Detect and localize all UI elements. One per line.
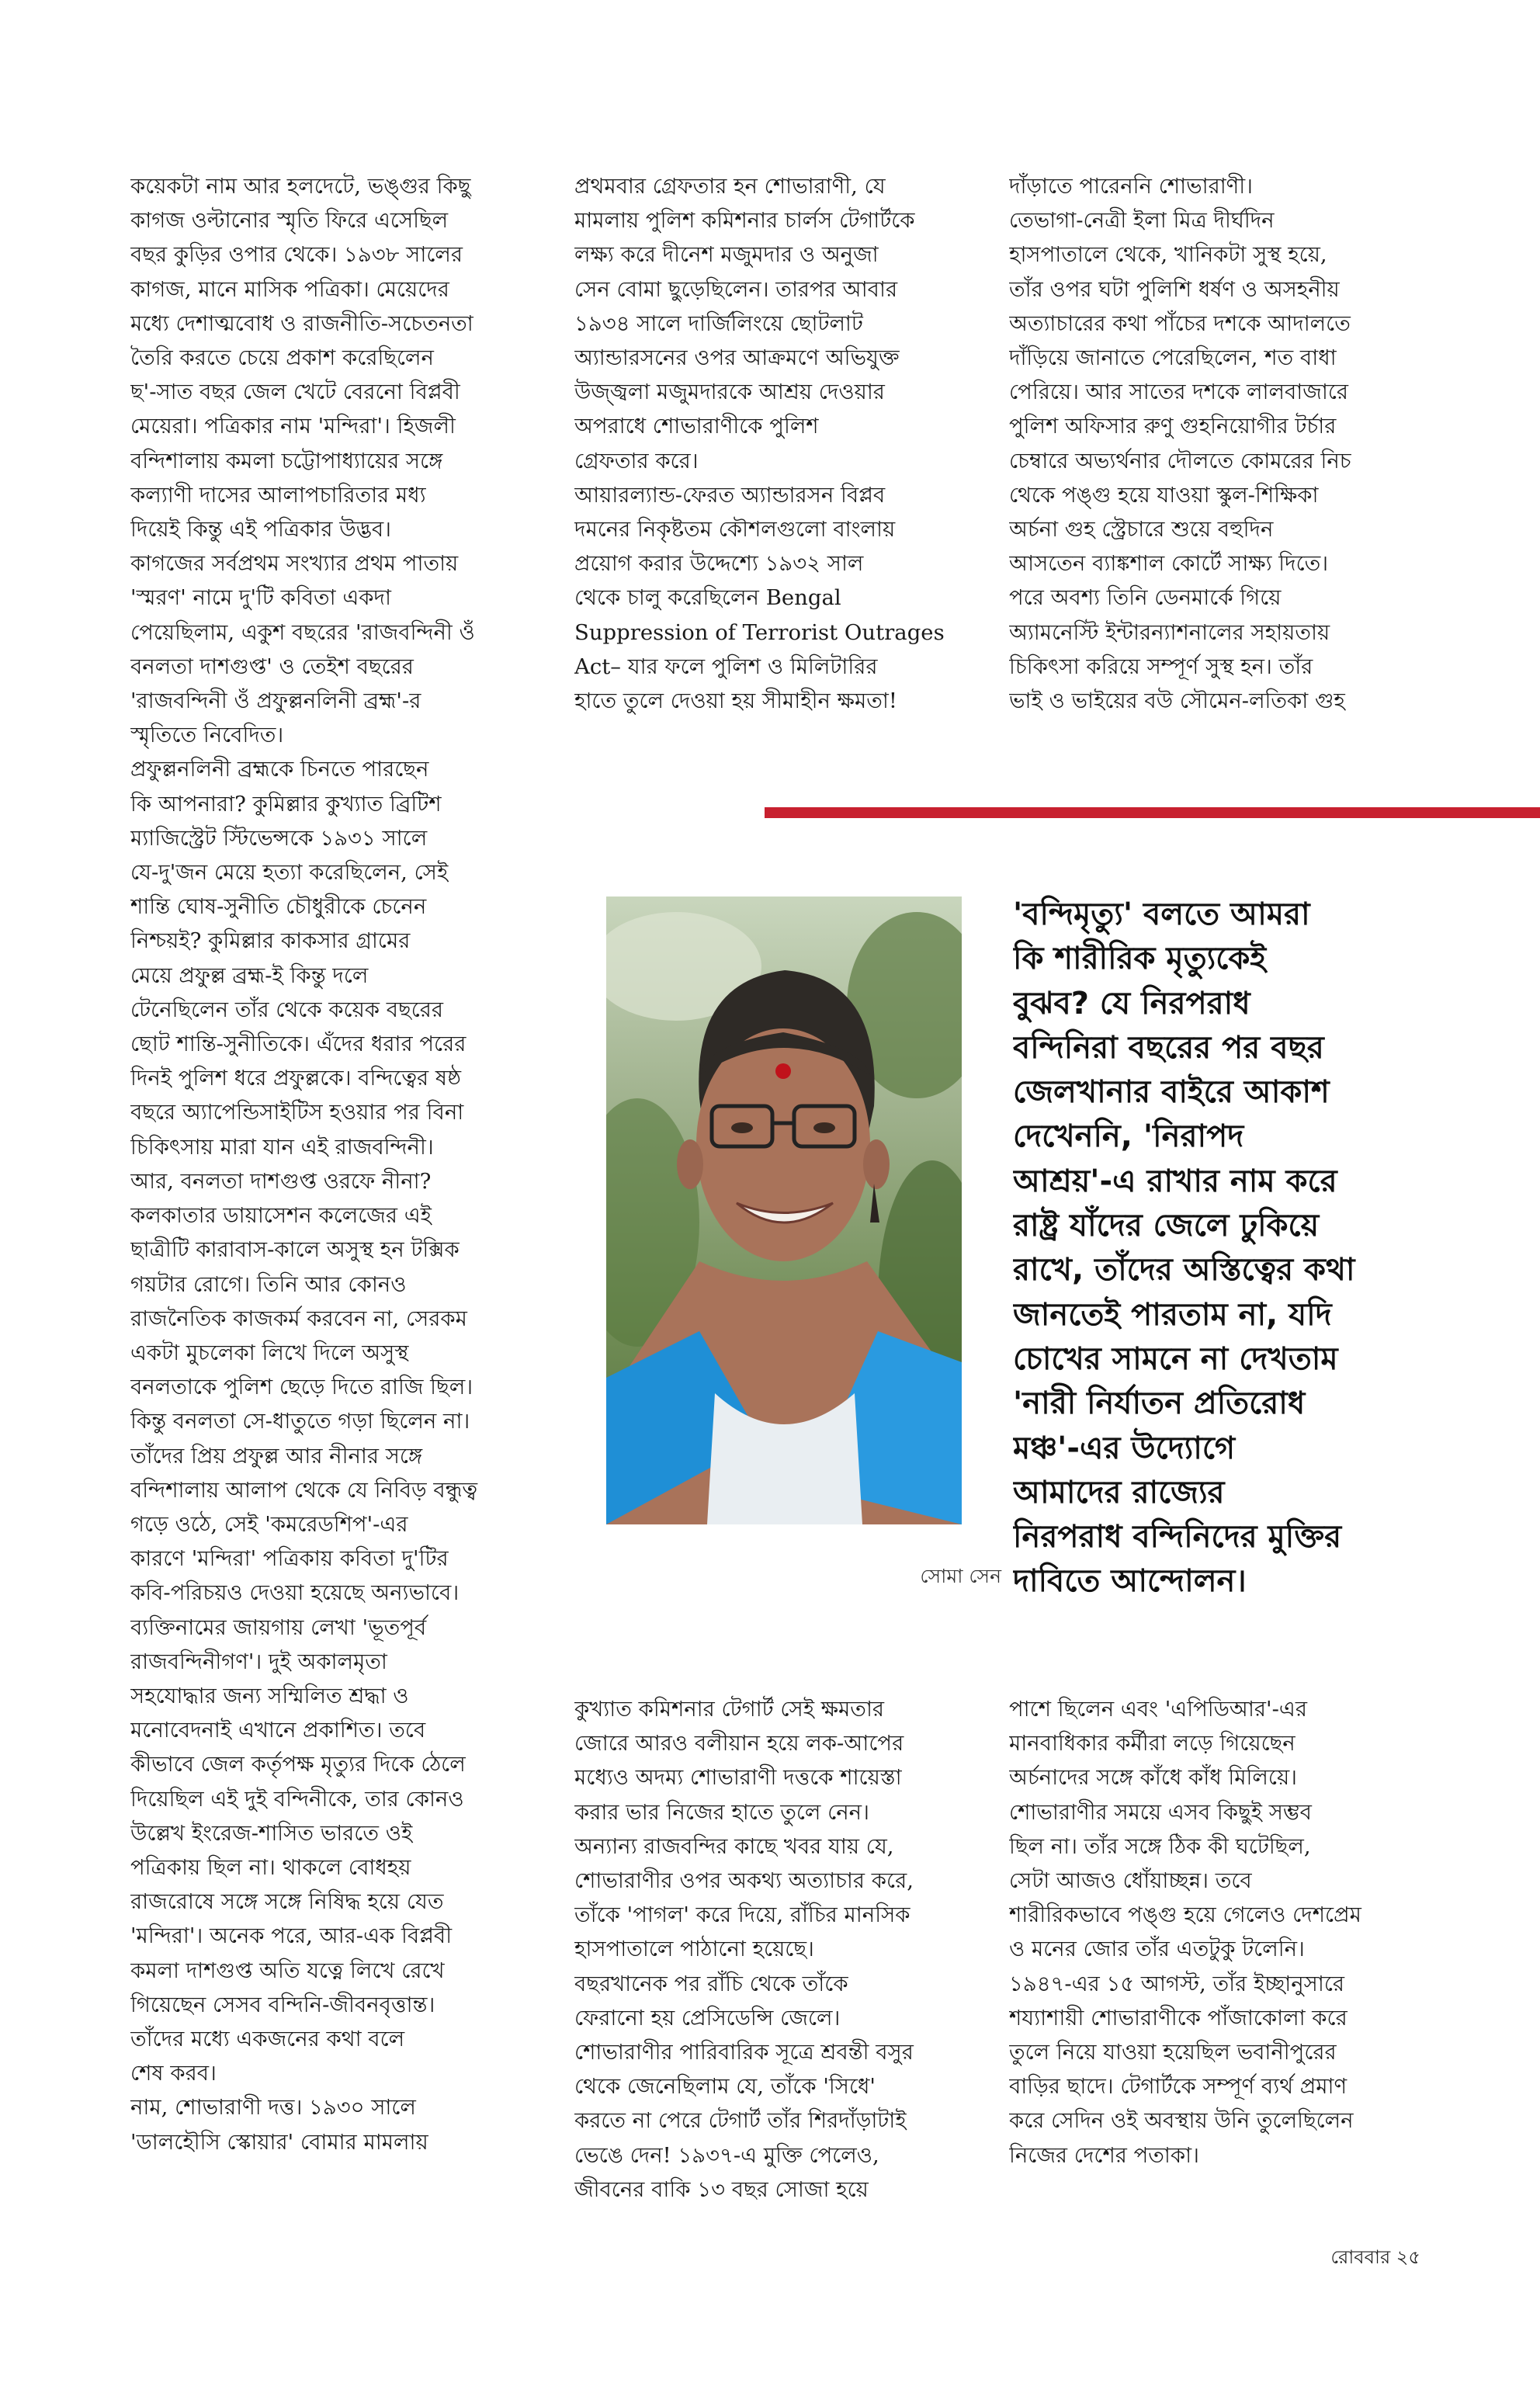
text-line: শান্তি ঘোষ-সুনীতি চৌধুরীকে চেনেন xyxy=(130,894,427,920)
text-line: দিনই পুলিশ ধরে প্রফুল্লকে। বন্দিত্বের ষষ্ঠ xyxy=(130,1066,461,1091)
article-column-middle-bottom xyxy=(574,1692,970,2207)
text-line: দমনের নিকৃষ্টতম কৌশলগুলো বাংলায় xyxy=(574,517,896,543)
text-line: কুখ্যাত কমিশনার টেগার্ট সেই ক্ষমতার xyxy=(574,1697,885,1722)
text-line: ভেঙে দেন! ১৯৩৭-এ মুক্তি পেলেও, xyxy=(574,2142,879,2168)
text-line: 'নারী নির্যাতন প্রতিরোধ xyxy=(1013,1386,1306,1422)
text-line: থেকে চালু করেছিলেন Bengal xyxy=(574,585,841,611)
text-line: মেয়ে প্রফুল্ল ব্রহ্ম-ই কিন্তু দলে xyxy=(130,962,369,988)
text-line: দিয়েছিল এই দুই বন্দিনীকে, তার কোনও xyxy=(130,1786,464,1812)
text-line: থেকে জেনেছিলাম যে, তাঁকে 'সিধে' xyxy=(574,2074,876,2100)
article-column-middle-top xyxy=(574,169,970,718)
text-line: তাঁদের প্রিয় প্রফুল্ল আর নীনার সঙ্গে xyxy=(130,1443,423,1469)
text-line: 'মন্দিরা'। অনেক পরে, আর-এক বিপ্লবী xyxy=(130,1923,453,1949)
text-line: গিয়েছেন সেসব বন্দিনি-জীবনবৃত্তান্ত। xyxy=(130,1992,435,2017)
text-line: দাবিতে আন্দোলন। xyxy=(1013,1563,1247,1600)
text-line: পরে অবশ্য তিনি ডেনমার্কে গিয়ে xyxy=(1009,585,1282,611)
text-line: পেরিয়ে। আর সাতের দশকে লালবাজারে xyxy=(1009,380,1349,405)
text-line: যে-দু'জন মেয়ে হত্যা করেছিলেন, সেই xyxy=(130,860,449,886)
text-line: আমাদের রাজ্যের xyxy=(1013,1474,1225,1510)
text-line: মনোবেদনাই এখানে প্রকাশিত। তবে xyxy=(130,1718,426,1743)
text-line: বছরখানেক পর রাঁচি থেকে তাঁকে xyxy=(574,1971,848,1996)
text-line: কয়েকটা নাম আর হলদেটে, ভঙ্গুর কিছু xyxy=(130,174,471,199)
text-line: অর্চনা গুহ স্ট্রেচারে শুয়ে বহুদিন xyxy=(1009,517,1274,543)
text-line: পুলিশ অফিসার রুণু গুহনিয়োগীর টর্চার xyxy=(1009,414,1337,439)
text-line: মেয়েরা। পত্রিকার নাম 'মন্দিরা'। হিজলী xyxy=(130,414,456,439)
text-line: দিয়েই কিন্তু এই পত্রিকার উদ্ভব। xyxy=(130,517,391,543)
text-line: হাসপাতালে থেকে, খানিকটা সুস্থ হয়ে, xyxy=(1009,242,1327,268)
text-line: Act– যার ফলে পুলিশ ও মিলিটারির xyxy=(574,654,878,679)
text-line: বনলতা দাশগুপ্ত' ও তেইশ বছরের xyxy=(130,654,414,679)
text-line: তাঁদের মধ্যে একজনের কথা বলে xyxy=(130,2026,405,2051)
text-line: ফেরানো হয় প্রেসিডেন্সি জেলে। xyxy=(574,2005,841,2031)
text-line: কি শারীরিক মৃত্যুকেই xyxy=(1013,941,1267,977)
text-line: মধ্যেও অদম্য শোভারাণী দত্তকে শায়েস্তা xyxy=(574,1765,902,1791)
text-line: জোরে আরও বলীয়ান হয়ে লক-আপের xyxy=(574,1731,904,1757)
text-line: দেখেননি, 'নিরাপদ xyxy=(1013,1118,1244,1155)
text-line: তাঁকে 'পাগল' করে দিয়ে, রাঁচির মানসিক xyxy=(574,1902,910,1928)
text-line: কমলা দাশগুপ্ত অতি যত্নে লিখে রেখে xyxy=(130,1958,445,1983)
text-line: মামলায় পুলিশ কমিশনার চার্লস টেগার্টকে xyxy=(574,208,915,234)
text-line: মানবাধিকার কর্মীরা লড়ে গিয়েছেন xyxy=(1009,1731,1295,1757)
text-line: অপরাধে শোভারাণীকে পুলিশ xyxy=(574,414,819,439)
text-line: করার ভার নিজের হাতে তুলে নেন। xyxy=(574,1799,869,1825)
text-line: বাড়ির ছাদে। টেগার্টকে সম্পূর্ণ ব্যর্থ প্রমাণ xyxy=(1009,2074,1348,2100)
text-line: কলকাতার ডায়াসেশন কলেজের এই xyxy=(130,1203,432,1229)
text-line: হাসপাতালে পাঠানো হয়েছে। xyxy=(574,1937,814,1962)
text-line: গয়টার রোগে। তিনি আর কোনও xyxy=(130,1271,407,1297)
text-line: কিন্তু বনলতা সে-ধাতুতে গড়া ছিলেন না। xyxy=(130,1409,470,1434)
text-line: নিজের দেশের পতাকা। xyxy=(1009,2142,1199,2168)
text-line: হাতে তুলে দেওয়া হয় সীমাহীন ক্ষমতা! xyxy=(574,688,897,714)
text-line: শেষ করব। xyxy=(130,2061,217,2086)
text-line: পাশে ছিলেন এবং 'এপিডিআর'-এর xyxy=(1009,1697,1307,1722)
text-line: অন্যান্য রাজবন্দির কাছে খবর যায় যে, xyxy=(574,1833,894,1859)
text-line: সেন বোমা ছুড়েছিলেন। তারপর আবার xyxy=(574,276,898,302)
text-line: ১৯৩৪ সালে দার্জিলিংয়ে ছোটলাট xyxy=(574,310,863,336)
article-column-right-bottom xyxy=(1009,1692,1413,2173)
text-line: শয্যাশায়ী শোভারাণীকে পাঁজাকোলা করে xyxy=(1009,2005,1348,2031)
text-line: আশ্রয়'-এ রাখার নাম করে xyxy=(1013,1163,1337,1199)
text-line: নিশ্চয়ই? কুমিল্লার কাকসার গ্রামের xyxy=(130,928,411,954)
text-line: 'রাজবন্দিনী ওঁ প্রফুল্লনলিনী ব্রহ্ম'-র xyxy=(130,688,421,714)
text-line: উল্লেখ ইংরেজ-শাসিত ভারতে ওই xyxy=(130,1820,413,1846)
text-line: প্রফুল্লনলিনী ব্রহ্মকে চিনতে পারছেন xyxy=(130,757,429,782)
text-line: শোভারাণীর সময়ে এসব কিছুই সম্ভব xyxy=(1009,1799,1312,1825)
text-line: দাঁড়াতে পারেননি শোভারাণী। xyxy=(1009,174,1254,199)
text-line: শারীরিকভাবে পঙ্গু হয়ে গেলেও দেশপ্রেম xyxy=(1009,1902,1361,1928)
text-line: অত্যাচারের কথা পাঁচের দশকে আদালতে xyxy=(1009,310,1351,336)
text-line: কাগজ, মানে মাসিক পত্রিকা। মেয়েদের xyxy=(130,276,449,302)
text-line: চিকিৎসায় মারা যান এই রাজবন্দিনী। xyxy=(130,1134,434,1160)
text-line: করে সেদিন ওই অবস্থায় উনি তুলেছিলেন xyxy=(1009,2108,1354,2134)
text-line: তুলে নিয়ে যাওয়া হয়েছিল ভবানীপুরের xyxy=(1009,2040,1337,2065)
text-line: কাগজ ওল্টানোর স্মৃতি ফিরে এসেছিল xyxy=(130,208,449,234)
text-line: ছিল না। তাঁর সঙ্গে ঠিক কী ঘটেছিল, xyxy=(1009,1833,1311,1859)
text-line: করতে না পেরে টেগার্ট তাঁর শিরদাঁড়াটাই xyxy=(574,2108,907,2134)
text-line: ছাত্রীটি কারাবাস-কালে অসুস্থ হন টক্সিক xyxy=(130,1237,460,1263)
text-line: উজ্জ্বলা মজুমদারকে আশ্রয় দেওয়ার xyxy=(574,380,885,405)
text-line: ও মনের জোর তাঁর এতটুকু টলেনি। xyxy=(1009,1937,1305,1962)
text-line: একটা মুচলেকা লিখে দিলে অসুস্থ xyxy=(130,1340,409,1365)
text-line: বনলতাকে পুলিশ ছেড়ে দিতে রাজি ছিল। xyxy=(130,1375,473,1400)
text-line: চেম্বারে অভ্যর্থনার দৌলতে কোমরের নিচ xyxy=(1009,448,1351,473)
text-line: প্রয়োগ করার উদ্দেশ্যে ১৯৩২ সাল xyxy=(574,551,864,577)
text-line: অর্চনাদের সঙ্গে কাঁধে কাঁধ মিলিয়ে। xyxy=(1009,1765,1297,1791)
text-line: রাজনৈতিক কাজকর্ম করবেন না, সেরকম xyxy=(130,1306,467,1331)
text-line: জীবনের বাকি ১৩ বছর সোজা হয়ে xyxy=(574,2176,869,2202)
text-line: সেটা আজও ধোঁয়াচ্ছন্ন। তবে xyxy=(1009,1868,1252,1894)
text-line: শোভারাণীর পারিবারিক সূত্রে শ্রবন্তী বসুর xyxy=(574,2040,914,2065)
text-line: পত্রিকায় ছিল না। থাকলে বোধহয় xyxy=(130,1854,411,1880)
text-line: কীভাবে জেল কর্তৃপক্ষ মৃত্যুর দিকে ঠেলে xyxy=(130,1752,466,1777)
section-divider-rule xyxy=(765,807,1540,818)
text-line: পেয়েছিলাম, একুশ বছরের 'রাজবন্দিনী ওঁ xyxy=(130,619,475,645)
text-line: কাগজের সর্বপ্রথম সংখ্যার প্রথম পাতায় xyxy=(130,551,459,577)
text-line: ব্যক্তিনামের জায়গায় লেখা 'ভূতপূর্ব xyxy=(130,1614,427,1640)
text-line: রাখে, তাঁদের অস্তিত্বের কথা xyxy=(1013,1252,1355,1288)
text-line: তেভাগা-নেত্রী ইলা মিত্র দীর্ঘদিন xyxy=(1009,208,1275,234)
text-line: শোভারাণীর ওপর অকথ্য অত্যাচার করে, xyxy=(574,1868,914,1894)
text-line: ছ'-সাত বছর জেল খেটে বেরনো বিপ্লবী xyxy=(130,380,460,405)
text-line: আর, বনলতা দাশগুপ্ত ওরফে নীনা? xyxy=(130,1168,432,1194)
text-line: 'ডালহৌসি স্কোয়ার' বোমার মামলায় xyxy=(130,2129,428,2155)
text-line: Suppression of Terrorist Outrages xyxy=(574,619,945,645)
photo-caption: সোমা সেন xyxy=(920,1565,1001,1587)
text-line: আয়ারল্যান্ড-ফেরত অ্যান্ডারসন বিপ্লব xyxy=(574,482,886,508)
portrait-illustration xyxy=(606,897,962,1524)
text-line: কবি-পরিচয়ও দেওয়া হয়েছে অন্যভাবে। xyxy=(130,1580,460,1606)
text-line: দাঁড়িয়ে জানাতে পেরেছিলেন, শত বাধা xyxy=(1009,345,1337,371)
text-line: চোখের সামনে না দেখতাম xyxy=(1013,1340,1338,1377)
text-line: বছরে অ্যাপেন্ডিসাইটিস হওয়ার পর বিনা xyxy=(130,1100,464,1125)
text-line: আসতেন ব্যাঙ্কশাল কোর্টে সাক্ষ্য দিতে। xyxy=(1009,551,1329,577)
text-line: বন্দিশালায় কমলা চট্টোপাধ্যায়ের সঙ্গে xyxy=(130,448,443,473)
text-line: প্রথমবার গ্রেফতার হন শোভারাণী, যে xyxy=(574,174,886,199)
text-line: কল্যাণী দাসের আলাপচারিতার মধ্য xyxy=(130,482,426,508)
article-column-right-top xyxy=(1009,169,1413,718)
text-line: কি আপনারা? কুমিল্লার কুখ্যাত ব্রিটিশ xyxy=(130,791,442,817)
text-line: বন্দিশালায় আলাপ থেকে যে নিবিড় বন্ধুত্ব xyxy=(130,1477,478,1503)
text-line: চিকিৎসা করিয়ে সম্পূর্ণ সুস্থ হন। তাঁর xyxy=(1009,654,1313,679)
text-line: টেনেছিলেন তাঁর থেকে কয়েক বছরের xyxy=(130,997,444,1022)
text-line: গড়ে ওঠে, সেই 'কমরেডশিপ'-এর xyxy=(130,1511,408,1537)
text-line: ভাই ও ভাইয়ের বউ সৌমেন-লতিকা গুহ xyxy=(1009,688,1345,714)
text-line: অ্যান্ডারসনের ওপর আক্রমণে অভিযুক্ত xyxy=(574,345,900,371)
text-line: তাঁর ওপর ঘটা পুলিশি ধর্ষণ ও অসহনীয় xyxy=(1009,276,1340,302)
text-line: রাষ্ট্র যাঁদের জেলে ঢুকিয়ে xyxy=(1013,1208,1320,1244)
text-line: গ্রেফতার করে। xyxy=(574,448,699,473)
text-line: তৈরি করতে চেয়ে প্রকাশ করেছিলেন xyxy=(130,345,434,371)
text-line: কারণে 'মন্দিরা' পত্রিকায় কবিতা দু'টির xyxy=(130,1546,449,1572)
bindi xyxy=(775,1063,791,1079)
text-line: ম্যাজিস্ট্রেট স্টিভেন্সকে ১৯৩১ সালে xyxy=(130,825,428,851)
text-line: মঞ্চ'-এর উদ্যোগে xyxy=(1013,1430,1236,1466)
text-line: নাম, শোভারাণী দত্ত। ১৯৩০ সালে xyxy=(130,2095,416,2121)
page-footer: রোববার ২৫ xyxy=(1330,2246,1420,2268)
text-line: রাজরোষে সঙ্গে সঙ্গে নিষিদ্ধ হয়ে যেত xyxy=(130,1889,444,1915)
text-line: জেলখানার বাইরে আকাশ xyxy=(1013,1074,1330,1111)
article-column-left xyxy=(130,169,534,2159)
text-line: মধ্যে দেশাত্মবোধ ও রাজনীতি-সচেতনতা xyxy=(130,310,473,336)
text-line: থেকে পঙ্গু হয়ে যাওয়া স্কুল-শিক্ষিকা xyxy=(1009,482,1319,508)
pull-quote xyxy=(1013,893,1448,1604)
text-line: ছোট শান্তি-সুনীতিকে। এঁদের ধরার পরের xyxy=(130,1032,467,1057)
text-line: 'স্মরণ' নামে দু'টি কবিতা একদা xyxy=(130,585,391,611)
text-line: সহযোদ্ধার জন্য সম্মিলিত শ্রদ্ধা ও xyxy=(130,1683,409,1708)
text-line: বুঝব? যে নিরপরাধ xyxy=(1013,985,1250,1021)
text-line: স্মৃতিতে নিবেদিত। xyxy=(130,723,284,748)
text-line: বছর কুড়ির ওপার থেকে। ১৯৩৮ সালের xyxy=(130,242,463,268)
text-line: নিরপরাধ বন্দিনিদের মুক্তির xyxy=(1013,1519,1342,1555)
portrait-photo xyxy=(606,897,962,1524)
text-line: 'বন্দিমৃত্যু' বলতে আমরা xyxy=(1013,897,1310,932)
text-line: বন্দিনিরা বছরের পর বছর xyxy=(1013,1029,1324,1066)
text-line: অ্যামনেস্টি ইন্টারন্যাশনালের সহায়তায় xyxy=(1009,619,1330,645)
text-line: রাজবন্দিনীগণ'। দুই অকালমৃতা xyxy=(130,1649,387,1674)
text-line: ১৯৪৭-এর ১৫ আগস্ট, তাঁর ইচ্ছানুসারে xyxy=(1009,1971,1344,1996)
text-line: লক্ষ্য করে দীনেশ মজুমদার ও অনুজা xyxy=(574,242,879,268)
text-line: জানতেই পারতাম না, যদি xyxy=(1013,1296,1332,1333)
